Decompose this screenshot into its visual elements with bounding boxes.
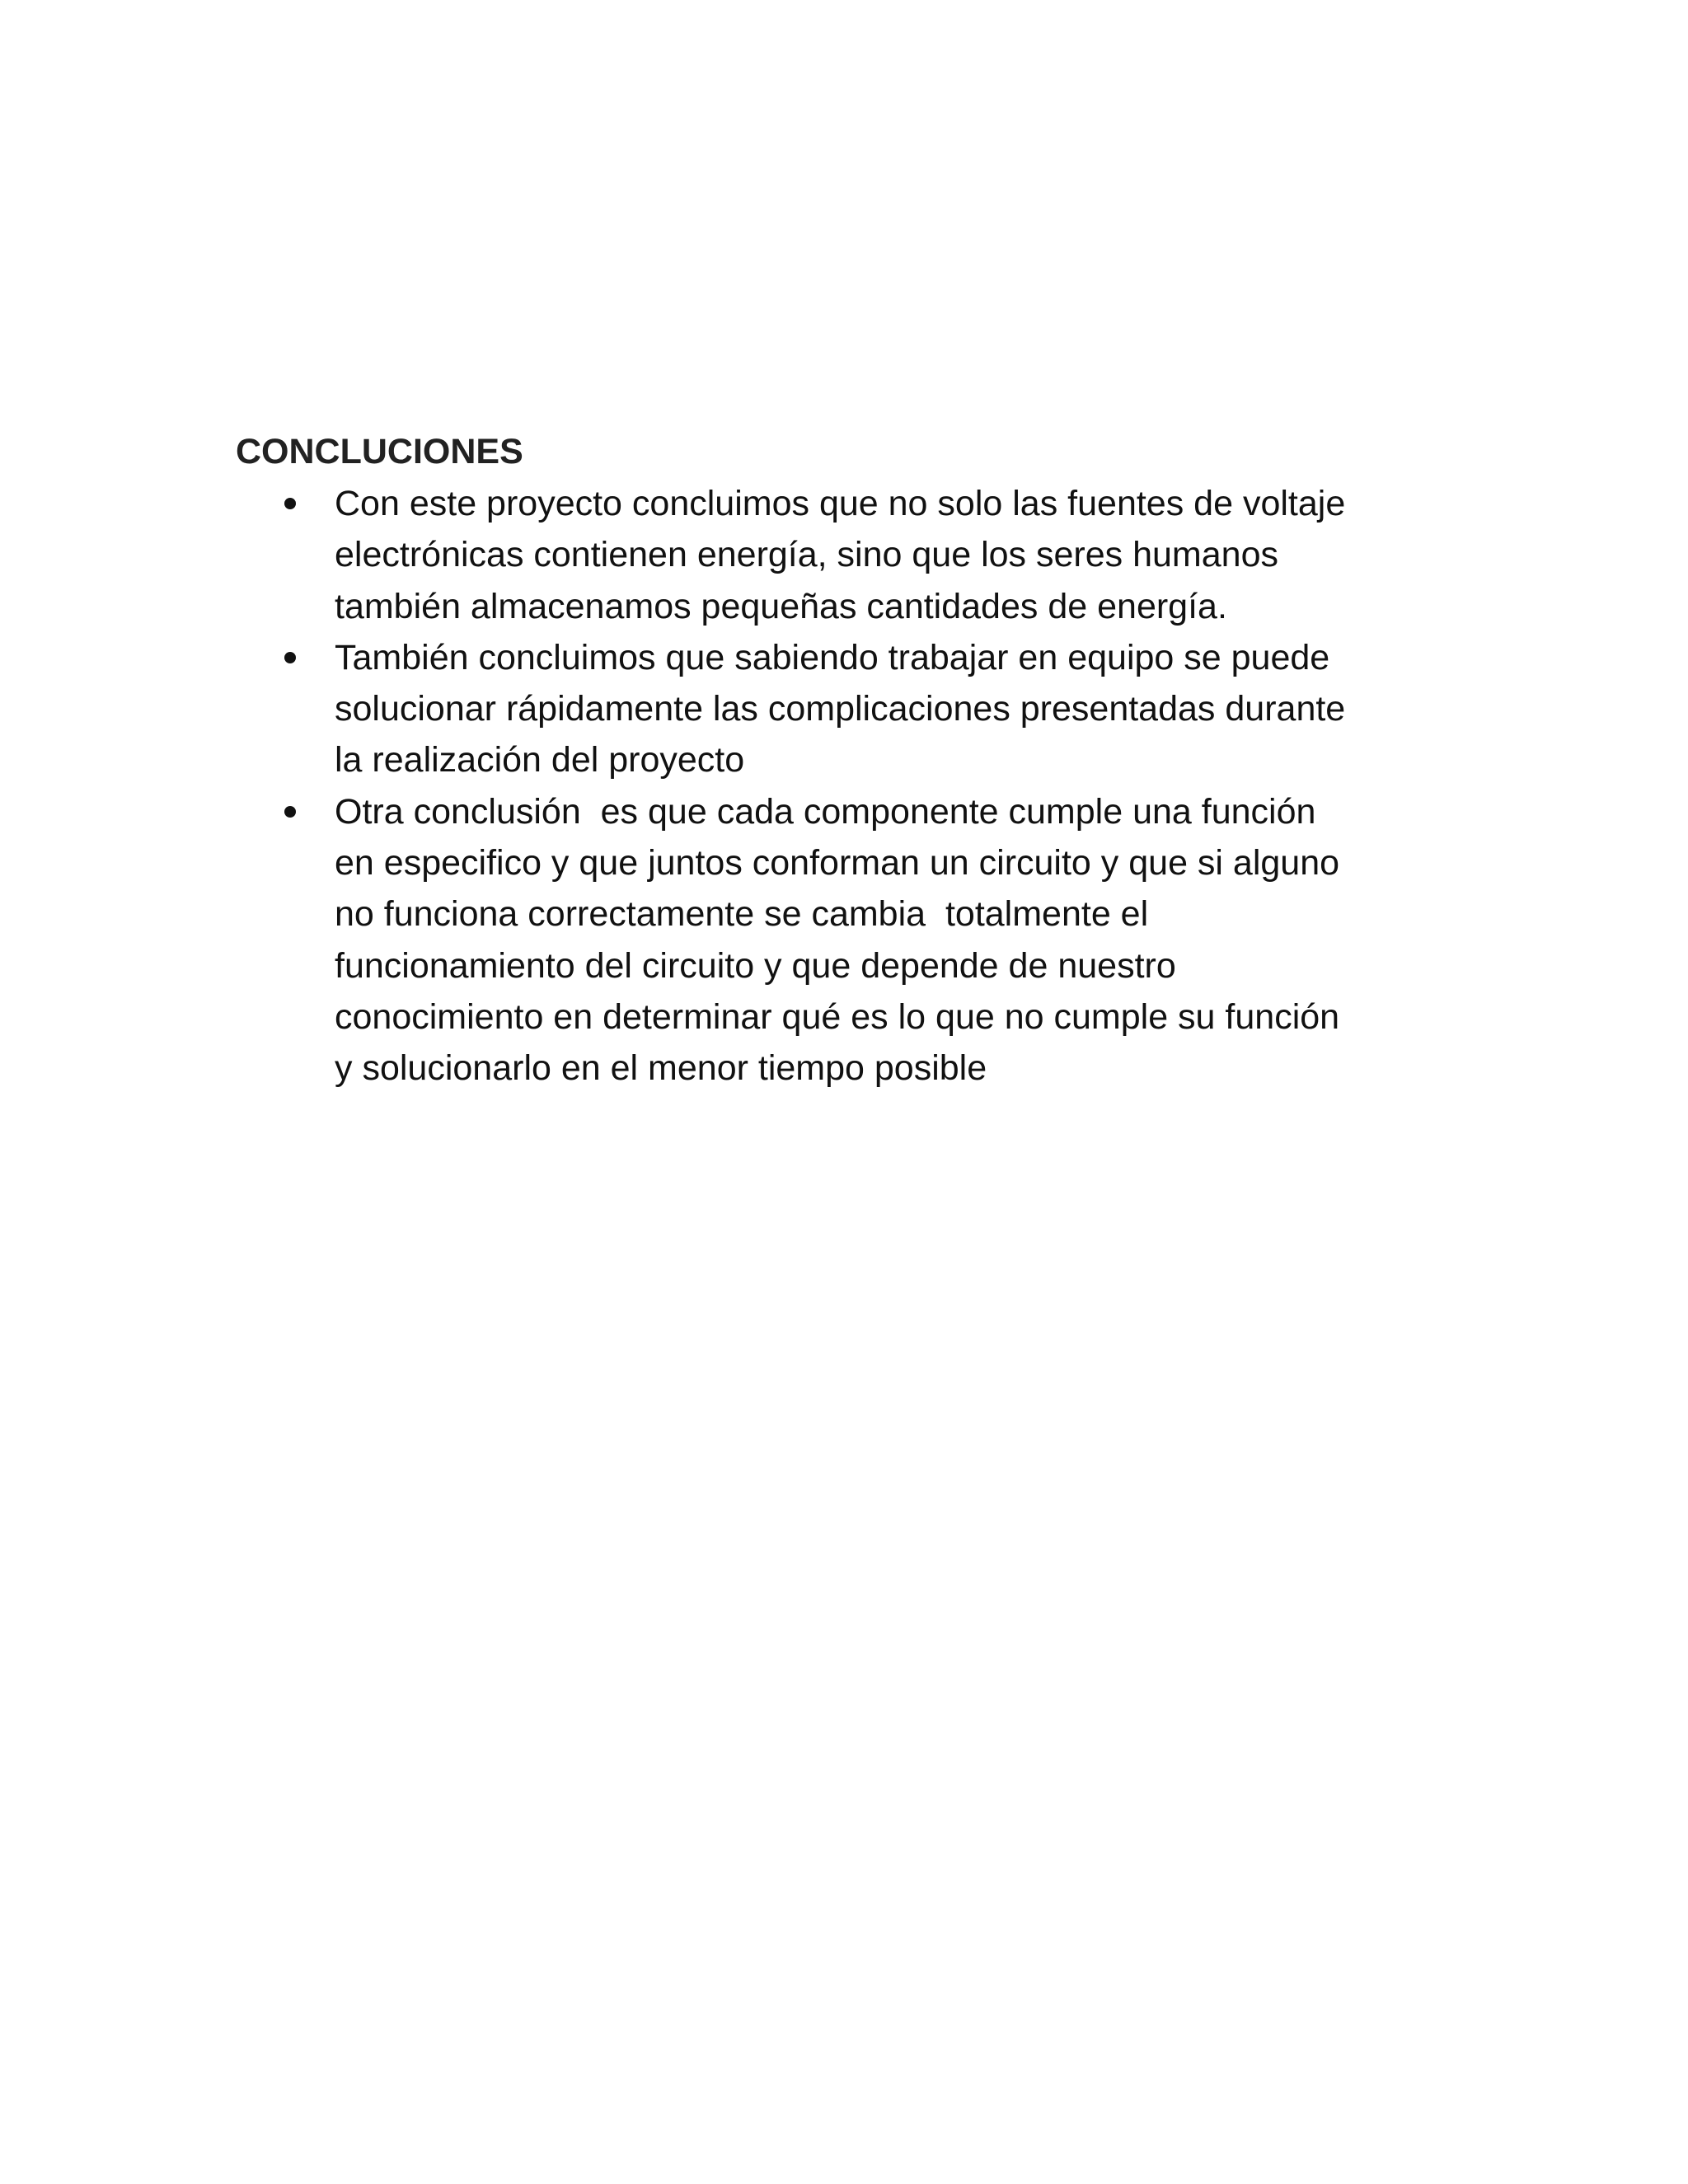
bullet-text-line: funcionamiento del circuito y que depende de nuestro — [335, 945, 1176, 986]
bullet-text-line: Otra conclusión es que cada componente cumple una función — [335, 791, 1316, 832]
list-item — [236, 786, 1456, 1094]
bullet-text-line: la realización del proyecto — [335, 740, 745, 780]
bullet-text-line: conocimiento en determinar qué es lo que no cumple su función — [335, 996, 1340, 1037]
section-heading: CONCLUCIONES — [236, 432, 523, 471]
bullet-text-line: en especifico y que juntos conforman un circuito y que si alguno — [335, 843, 1340, 883]
conclusions-list — [236, 478, 1456, 1094]
bullet-text-line: Con este proyecto concluimos que no solo las fuentes de voltaje — [335, 484, 1346, 523]
conclusions-section — [236, 425, 1456, 1094]
bullet-icon — [284, 652, 296, 663]
bullet-icon — [284, 806, 296, 818]
bullet-text-line: solucionar rápidamente las complicaciones presentadas durante — [335, 689, 1346, 729]
bullet-text-line: electrónicas contienen energía, sino que los seres humanos — [335, 535, 1278, 575]
bullet-text-line: no funciona correctamente se cambia totalmente el — [335, 894, 1149, 935]
list-item — [236, 478, 1456, 632]
list-item — [236, 632, 1456, 786]
bullet-text-line: También concluimos que sabiendo trabajar en equipo se puede — [335, 637, 1330, 677]
bullet-text-line: y solucionarlo en el menor tiempo posible — [335, 1048, 987, 1089]
bullet-icon — [284, 498, 296, 509]
bullet-text-line: también almacenamos pequeñas cantidades de energía. — [335, 586, 1227, 626]
